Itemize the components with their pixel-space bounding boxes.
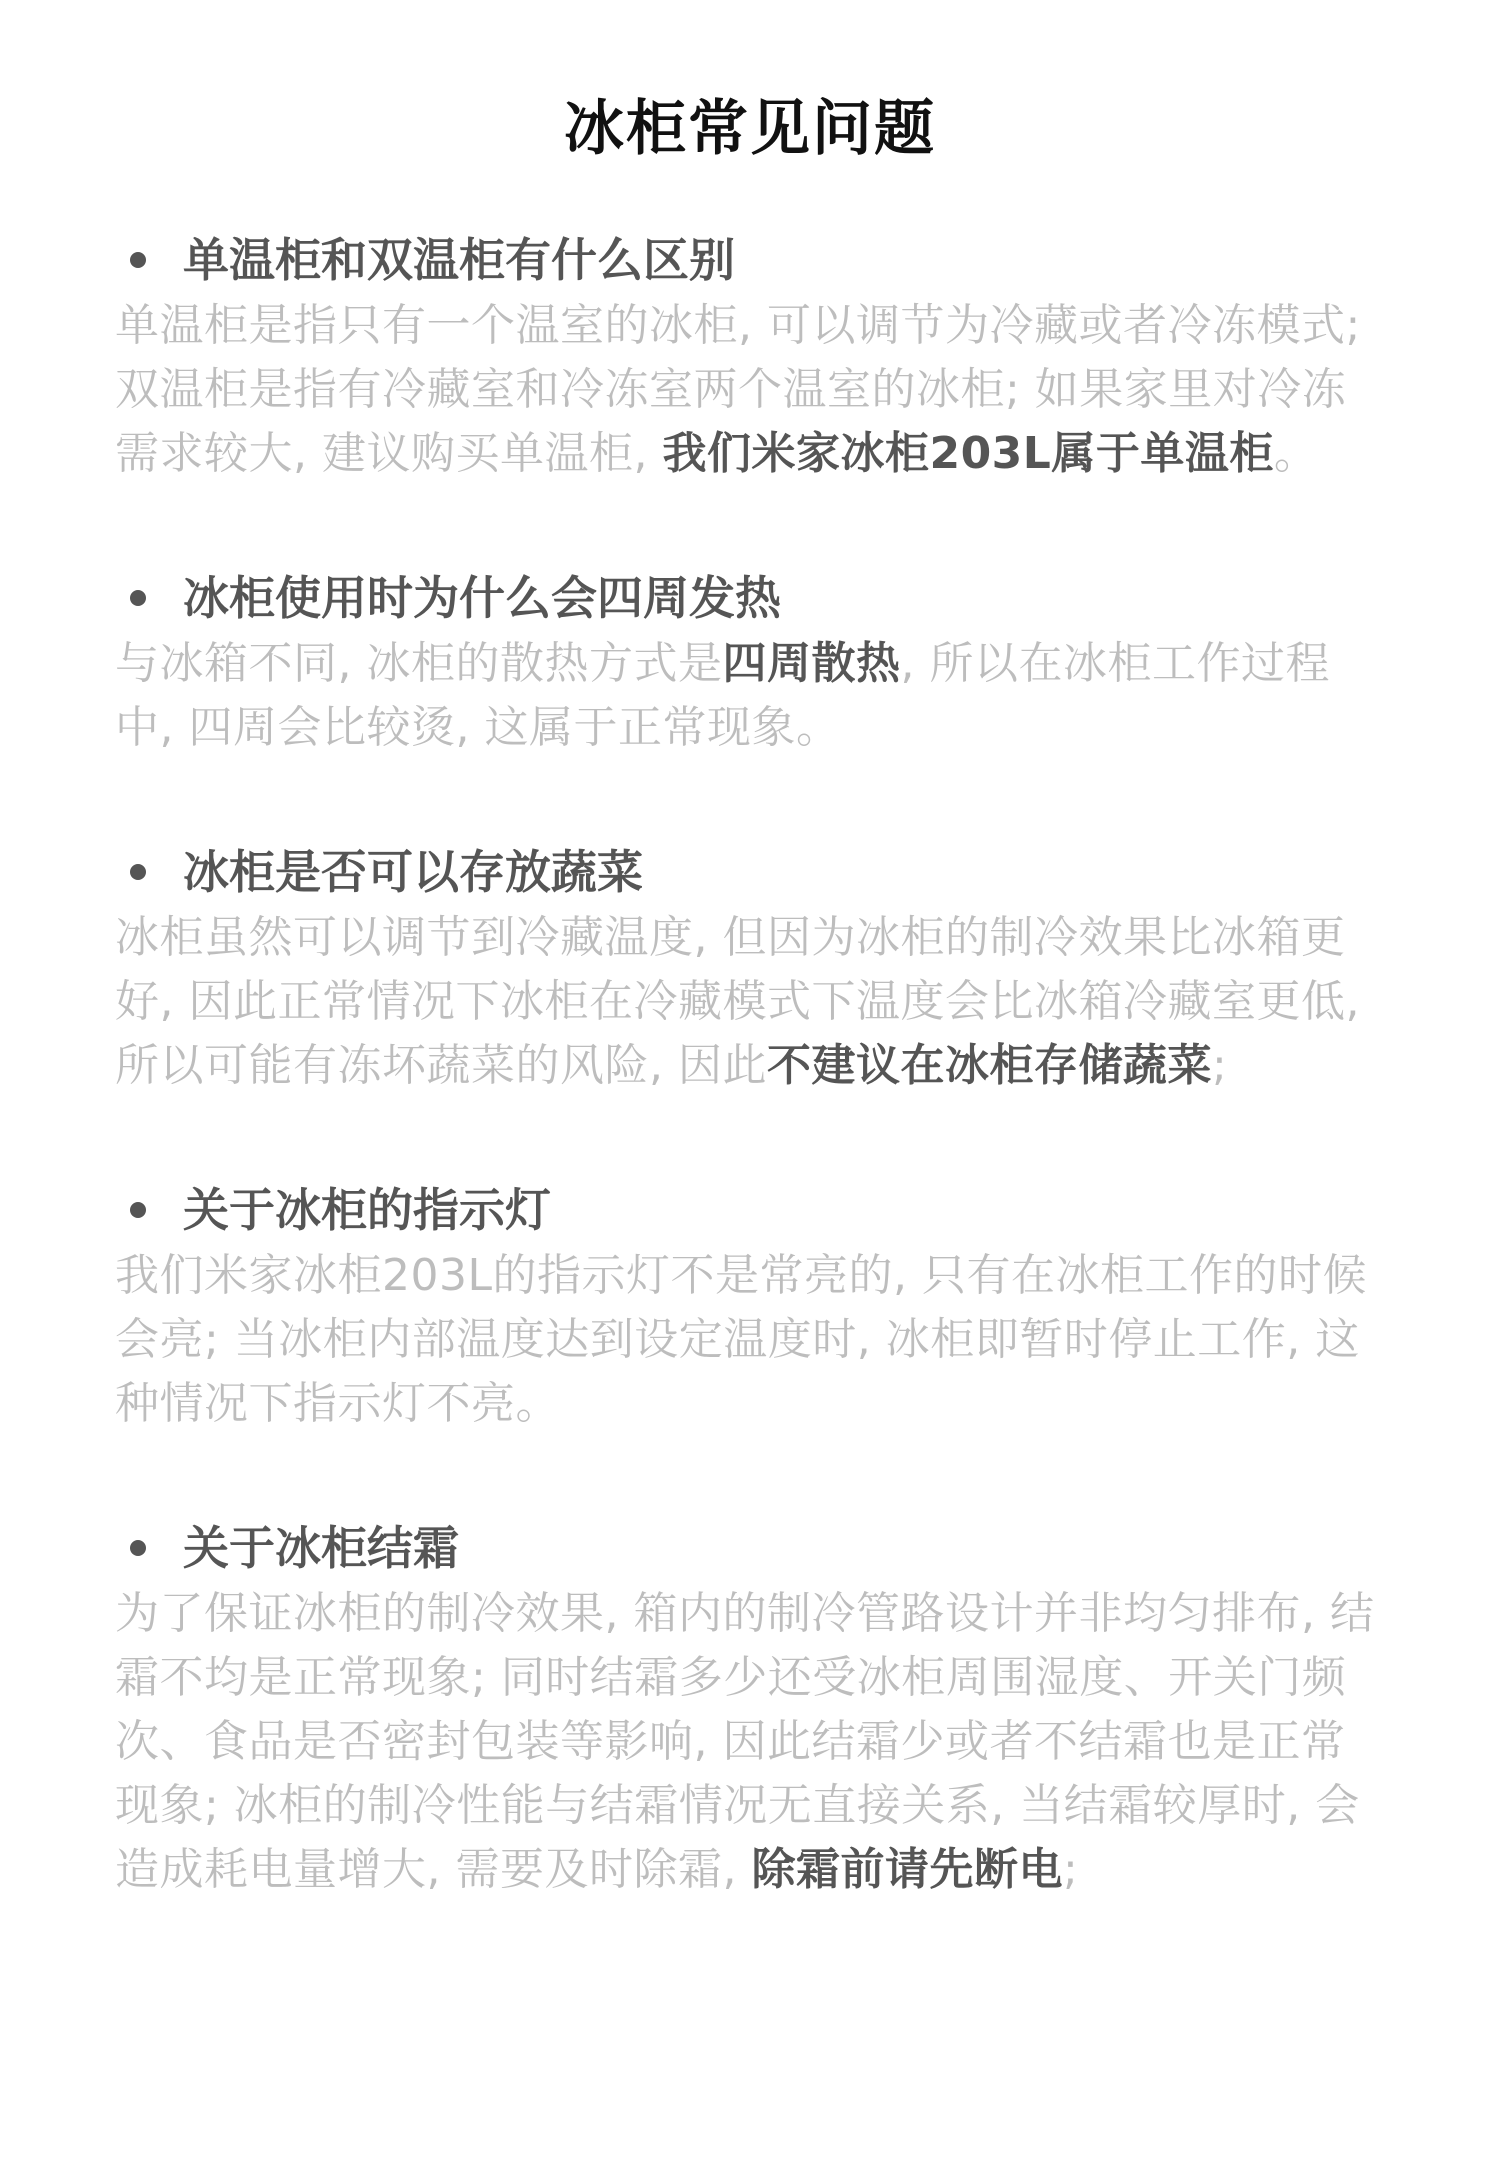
- answer-text: 我们米家冰柜203L的指示灯不是常亮的, 只有在冰柜工作的时候会亮; 当冰柜内部温度达到设定温度时, 冰柜即暂时停止工作, 这种情况下指示灯不亮。: [115, 1250, 1367, 1429]
- faq-answer: [115, 1244, 1385, 1436]
- bullet-dot-icon: [130, 590, 146, 606]
- answer-text: 为了保证冰柜的制冷效果, 箱内的制冷管路设计并非均匀排布, 结霜不均是正常现象; 同时结霜多少还受冰柜周围湿度、开关门频次、食品是否密封包装等影响, 因此结霜少或者不结霜也是正常现象; 冰柜的制冷性能与结霜情况无直接关系, 当结霜较厚时, 会造成耗电量增大, 需要及时除霜,: [115, 1588, 1375, 1895]
- faq-answer: [115, 294, 1385, 486]
- faq-item-indicator-light: [115, 1176, 1385, 1436]
- page-title: 冰柜常见问题: [564, 94, 936, 164]
- faq-question: [130, 564, 1385, 632]
- faq-question: [130, 1176, 1385, 1244]
- question-text: 冰柜是否可以存放蔬菜: [183, 845, 643, 899]
- answer-text: ;: [1211, 1040, 1228, 1091]
- answer-text: ;: [1062, 1844, 1079, 1895]
- faq-item-store-vegetables: [115, 838, 1385, 1098]
- faq-answer: [115, 632, 1385, 760]
- question-text: 单温柜和双温柜有什么区别: [183, 233, 735, 287]
- bullet-dot-icon: [130, 1202, 146, 1218]
- faq-answer: [115, 906, 1385, 1098]
- bullet-dot-icon: [130, 864, 146, 880]
- faq-question: [130, 838, 1385, 906]
- answer-text: , 所以在冰柜工作过程中, 四周会比较烫, 这属于正常现象。: [115, 638, 1330, 753]
- answer-text: 。: [1273, 428, 1319, 479]
- faq-list: [115, 226, 1385, 1902]
- question-text: 关于冰柜结霜: [183, 1521, 459, 1575]
- answer-text: 与冰箱不同, 冰柜的散热方式是: [115, 638, 723, 689]
- faq-question: [130, 226, 1385, 294]
- answer-text: 单温柜是指只有一个温室的冰柜, 可以调节为冷藏或者冷冻模式; 双温柜是指有冷藏室和冷冻室两个温室的冰柜; 如果家里对冷冻需求较大, 建议购买单温柜,: [115, 300, 1361, 479]
- faq-item-surrounding-heat: [115, 564, 1385, 760]
- faq-answer: [115, 1582, 1385, 1902]
- answer-highlight: 我们米家冰柜203L属于单温柜: [662, 428, 1274, 479]
- answer-text: 冰柜虽然可以调节到冷藏温度, 但因为冰柜的制冷效果比冰箱更好, 因此正常情况下冰柜在冷藏模式下温度会比冰箱冷藏室更低, 所以可能有冻坏蔬菜的风险, 因此: [115, 912, 1360, 1091]
- answer-highlight: 四周散热: [722, 638, 901, 689]
- faq-question: [130, 1514, 1385, 1582]
- question-text: 冰柜使用时为什么会四周发热: [183, 571, 781, 625]
- answer-highlight: 除霜前请先断电: [751, 1844, 1063, 1895]
- bullet-dot-icon: [130, 1540, 146, 1556]
- faq-item-single-vs-dual-temp: [115, 226, 1385, 486]
- answer-highlight: 不建议在冰柜存储蔬菜: [766, 1040, 1212, 1091]
- faq-item-frost: [115, 1514, 1385, 1902]
- question-text: 关于冰柜的指示灯: [183, 1183, 551, 1237]
- bullet-dot-icon: [130, 252, 146, 268]
